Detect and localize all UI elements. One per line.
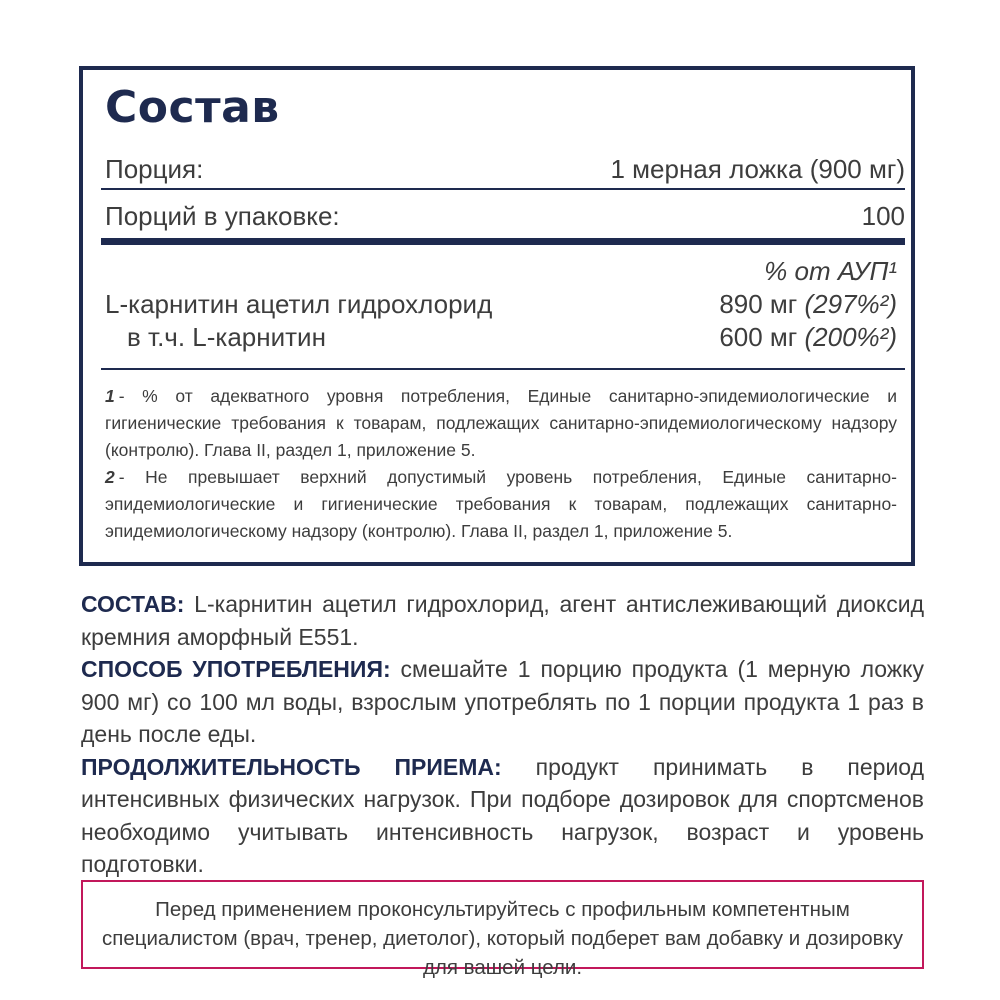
- footnote: [105, 383, 897, 464]
- usage-label: СПОСОБ УПОТРЕБЛЕНИЯ:: [81, 656, 391, 682]
- nutrient-name: L-карнитин ацетил гидрохлорид: [105, 289, 493, 319]
- nutrient-amount-group: [719, 322, 897, 353]
- composition-paragraph: [81, 588, 924, 653]
- nutrient-row: [105, 322, 897, 353]
- product-info: [81, 588, 924, 881]
- usage-text: смешайте 1 порцию продукта (1 мерную ложку 900 мг) со 100 мл воды, взрослым употреблять по 1 порции продукта 1 раз в день после еды.: [81, 656, 924, 747]
- composition-panel: [79, 66, 915, 566]
- notice-text: Перед применением проконсультируйтесь с профильным компетентным специалистом (врач, тренер, диетолог), который подберет вам добавку и дозировку для вашей цели.: [101, 898, 904, 979]
- nutrient-name: в т.ч. L-карнитин: [127, 322, 326, 352]
- serving-label: Порция:: [105, 154, 204, 184]
- divider-thin: [101, 368, 905, 370]
- footnote-text: - Не превышает верхний допустимый уровень потребления, Единые санитарно-эпидемиологические и гигиенические требования к товарам, подлежащих санитарно-эпидемиологическому надзору (контролю). Глава II, раздел 1, приложение 5.: [105, 467, 897, 541]
- nutrient-amount: 600 мг: [719, 322, 798, 352]
- footnote: [105, 464, 897, 545]
- aup-header: % от АУП¹: [764, 256, 897, 286]
- footnotes: [105, 383, 897, 545]
- divider-thick: [101, 238, 905, 245]
- nutrient-percent: (297%²): [804, 289, 897, 319]
- divider-thin: [101, 188, 905, 190]
- nutrient-percent: (200%²): [804, 322, 897, 352]
- duration-paragraph: [81, 751, 924, 881]
- nutrient-amount-group: [719, 289, 897, 320]
- duration-label: ПРОДОЛЖИТЕЛЬНОСТЬ ПРИЕМА:: [81, 753, 502, 780]
- servings-value: 100: [861, 201, 905, 231]
- nutrient-amount: 890 мг: [719, 289, 798, 319]
- servings-label: Порций в упаковке:: [105, 201, 340, 231]
- duration-text: продукт принимать в период интенсивных физических нагрузок. При подборе дозировок для спортсменов необходимо учитывать интенсивность нагрузок, возраст и уровень подготовки.: [81, 753, 924, 877]
- panel-title: Состав: [105, 82, 280, 133]
- usage-paragraph: [81, 653, 924, 751]
- footnote-mark: 2: [105, 467, 115, 487]
- serving-value: 1 мерная ложка (900 мг): [610, 154, 905, 184]
- serving-row: [105, 154, 905, 185]
- servings-row: [105, 201, 905, 232]
- consultation-notice: [81, 880, 924, 979]
- footnote-mark: 1: [105, 386, 115, 406]
- composition-text: L-карнитин ацетил гидрохлорид, агент антислеживающий диоксид кремния аморфный Е551.: [81, 591, 924, 650]
- nutrient-row: [105, 289, 897, 320]
- footnote-text: - % от адекватного уровня потребления, Единые санитарно-эпидемиологические и гигиенические требования к товарам, подлежащих санитарно-эпидемиологическому надзору (контролю). Глава II, раздел 1, приложение 5.: [105, 386, 897, 460]
- composition-label: СОСТАВ:: [81, 591, 185, 617]
